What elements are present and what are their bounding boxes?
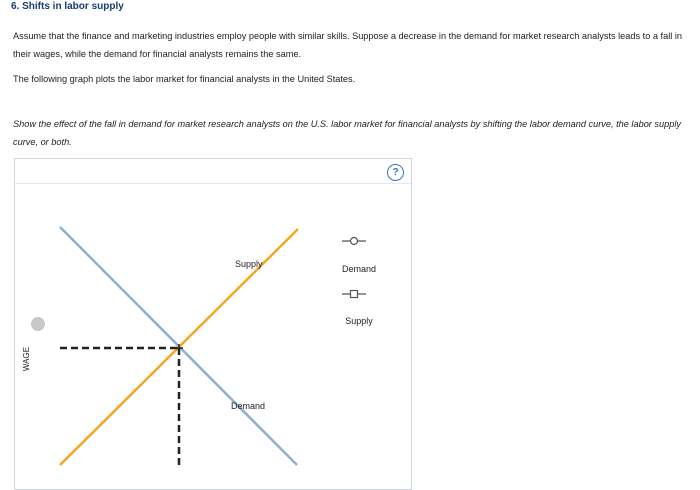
demand-curve-label: Demand xyxy=(231,401,266,411)
drag-handle[interactable] xyxy=(31,317,45,331)
y-axis-label: WAGE xyxy=(22,346,31,372)
legend-supply-tool[interactable] xyxy=(342,291,373,327)
square-marker-icon xyxy=(351,291,358,298)
circle-marker-icon xyxy=(351,238,358,245)
supply-curve-label: Supply xyxy=(235,259,263,269)
legend-demand-label: Demand xyxy=(341,264,377,274)
instruction-text: Show the effect of the fall in demand for market research analysts on the U.S. labor market for financial analysts by shifting the labor demand curve, the labor supply curve, or both. xyxy=(13,119,681,147)
labor-market-graph xyxy=(15,159,411,489)
intro-paragraph-2: The following graph plots the labor market for financial analysts in the United States. xyxy=(13,74,356,84)
legend-supply-label: Supply xyxy=(345,316,373,326)
help-button[interactable]: ? xyxy=(387,164,404,181)
page-title: 6. Shifts in labor supply xyxy=(11,1,124,12)
intro-paragraph-1: Assume that the finance and marketing industries employ people with similar skills. Suppose a decrease in the demand for market research analysts leads to a fall in their wages, while the demand for financial analysts remains the same. xyxy=(13,31,682,59)
legend-demand-tool[interactable] xyxy=(342,238,376,275)
graph-panel xyxy=(14,158,412,490)
